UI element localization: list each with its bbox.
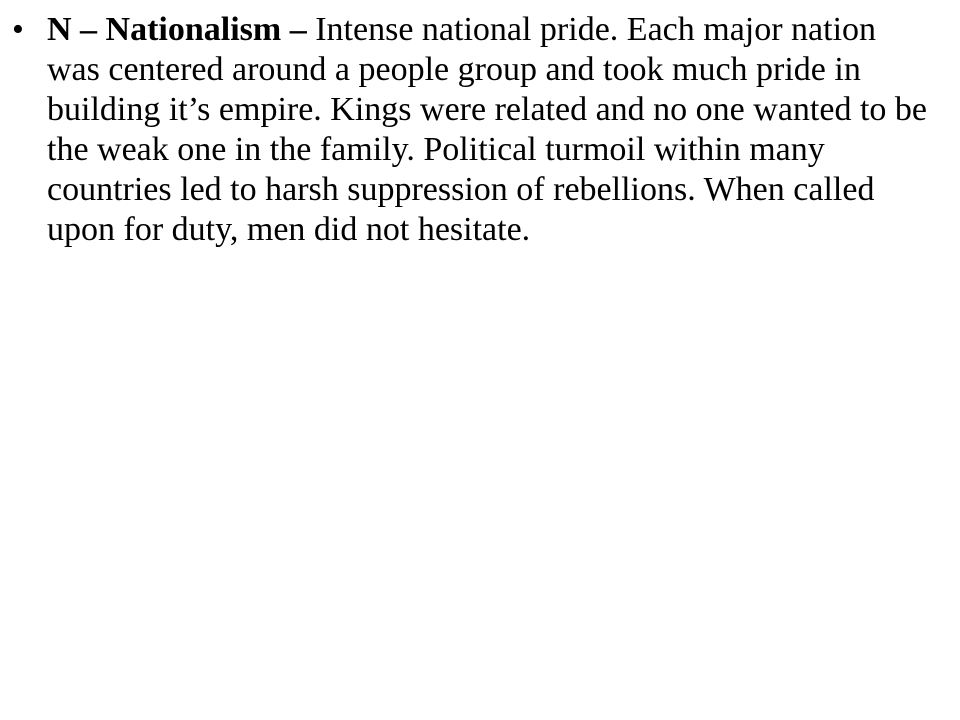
bullet-list: [12, 10, 932, 250]
bullet-term: N – Nationalism –: [47, 11, 316, 48]
bullet-text: Intense national pride. Each major nation was centered around a people group and took much pride in building it’s empire. Kings were related and no one wanted to be the weak one in the family. Political turmoil within many countries led to harsh suppression of rebellions. When called upon for duty, men did not hesitate.: [47, 11, 927, 248]
bullet-item-nationalism: [12, 10, 932, 250]
bullet-marker: •: [12, 11, 24, 48]
